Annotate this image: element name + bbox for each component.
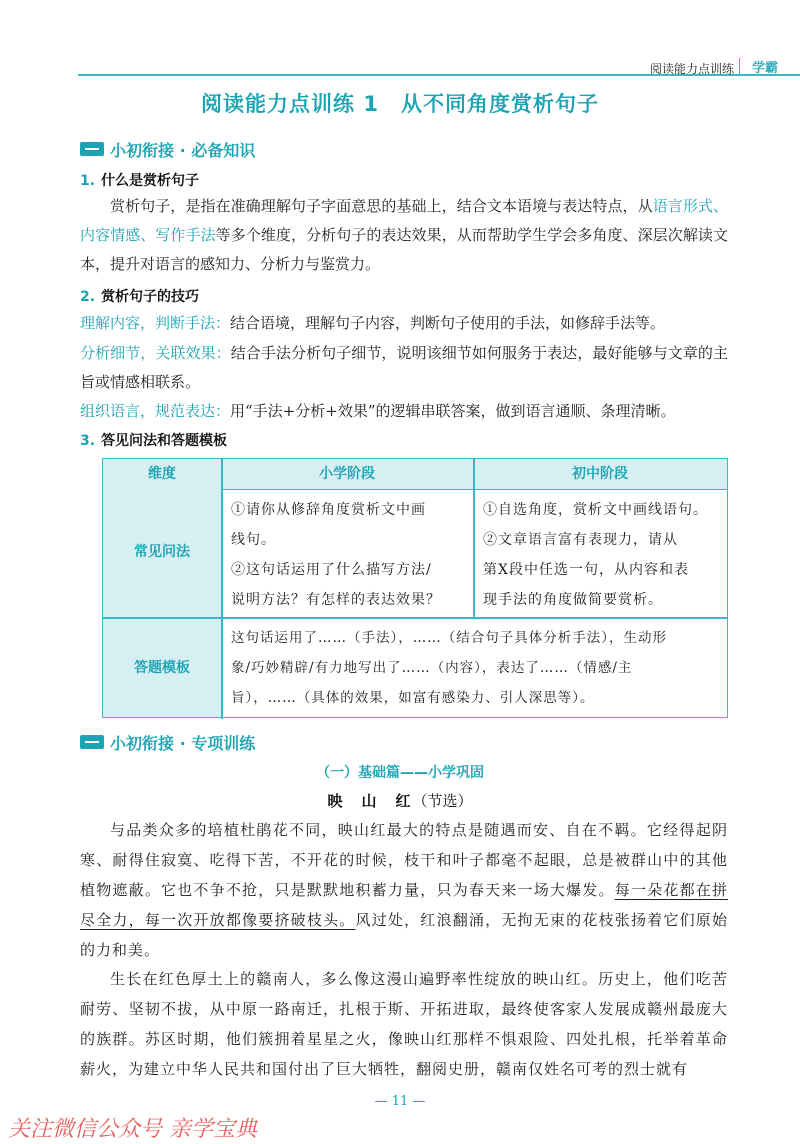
cell-line: 旨），……（具体的效果，如富有感染力、引人深思等）。	[231, 690, 595, 706]
junior-questions-cell	[483, 495, 727, 615]
tip-text: 结合语境，理解句子内容，判断句子使用的手法，如修辞手法等。	[230, 314, 666, 332]
subheading-title: 什么是赏析句子	[101, 173, 200, 189]
section-heading-training	[80, 731, 255, 753]
article-paragraph-1	[80, 815, 728, 965]
tip-text: 用“手法+分析+效果”的逻辑串联答案，做到语言通顺、条理清晰。	[230, 402, 676, 420]
section-marker-icon	[80, 142, 104, 156]
subheading-title: 赏析句子的技巧	[101, 289, 200, 305]
highlight-text: 语言形式、内容情感、写作手法	[80, 197, 728, 244]
tip-text: 结合手法分析句子细节，说明该细节如何服务于表达，最好能够与文章的主旨或情感相联系。	[80, 344, 728, 391]
cell-line: 现手法的角度做简要赏析。	[483, 592, 663, 608]
table-divider	[103, 617, 727, 619]
text-run: 等多个维度，分析句子的表达效果，从而帮助学生学会多角度、深层次解读文本，提升对语言的感知力、分析力与鉴赏力。	[80, 226, 728, 273]
tip-label: 分析细节，关联效果：	[80, 344, 231, 362]
article-paragraph-2: 生长在红色厚土上的赣南人，多么像这漫山遍野率性绽放的映山红。历史上，他们吃苦耐劳、坚韧不拔，从中原一路南迁，扎根于斯、开拓进取，最终使客家人发展成赣州最庞大的族群。苏区时期，他们簇拥着星星之火，像映山红那样不惧艰险、四处扎根，托举着革命薪火，为建立中华人民共和国付出了巨大牺牲，翻阅史册，赣南仅姓名可考的烈士就有	[80, 970, 728, 1078]
section-title: 小初衔接 · 必备知识	[110, 140, 256, 160]
page-number: — 11 —	[374, 1094, 426, 1109]
subheading-3	[80, 430, 227, 450]
table-dimension-column	[103, 489, 221, 717]
row-label-template: 答题模板	[134, 660, 190, 676]
cell-line: ①自选角度，赏析文中画线语句。	[483, 502, 708, 518]
header-separator	[739, 58, 740, 74]
cell-line: ②文章语言富有表现力，请从	[483, 532, 678, 548]
subheading-number: 1.	[80, 173, 96, 189]
subheading-number: 3.	[80, 433, 96, 449]
cell-line: 这句话运用了……（手法），……（结合句子具体分析手法），生动形	[231, 630, 667, 646]
row-label-questions: 常见问法	[134, 544, 190, 560]
tip-item	[80, 309, 728, 338]
text-run: 风过处，红浪翻涌，无拘无束的花枝张扬着它们原始的力和美。	[80, 911, 728, 959]
article-title-text: 映 山 红	[327, 792, 413, 810]
section-heading-knowledge	[80, 138, 255, 160]
text-run: 赏析句子，是指在准确理解句子字面意思的基础上，结合文本语境与表达特点，从	[110, 197, 653, 215]
running-title: 阅读能力点训练	[649, 62, 734, 76]
text-run: 与品类众多的培植杜鹃花不同，映山红最大的特点是随遇而安、自在不羁。它经得起阴寒、耐得住寂寞、吃得下苦，不开花的时候，枝干和叶子都毫不起眼，总是被群山中的其他植物遮蔽。它也不争不抢，只是默默地积蓄力量，只为春天来一场大爆发。	[80, 821, 728, 899]
tip-label: 理解内容，判断手法：	[80, 314, 231, 332]
brand-logo: 学霸	[751, 61, 778, 76]
cell-line: ②这句话运用了什么描写方法/	[231, 562, 432, 578]
cell-line: 线句。	[231, 532, 276, 548]
definition-paragraph	[80, 192, 728, 279]
subheading-title: 答见问法和答题模板	[101, 433, 228, 449]
table-header-junior: 初中阶段	[572, 466, 628, 482]
exercise-subtitle: （一）基础篇——小学巩固	[316, 765, 484, 781]
tip-item	[80, 397, 728, 426]
watermark: 关注微信公众号 亲学宝典	[8, 1117, 257, 1142]
section-title: 小初衔接 · 专项训练	[110, 733, 256, 753]
subheading-number: 2.	[80, 289, 96, 305]
tip-item	[80, 339, 728, 397]
tip-label: 组织语言，规范表达：	[80, 402, 231, 420]
table-header-dimension: 维度	[148, 466, 176, 482]
page-title: 阅读能力点训练 1 从不同角度赏析句子	[201, 92, 599, 116]
cell-line: 第X段中任选一句，从内容和表	[483, 562, 689, 578]
underlined-sentence: 每一朵花都在拼尽全力，每一次开放都像要挤破枝头。	[80, 881, 728, 929]
table-divider	[221, 617, 223, 719]
cell-line: ①请你从修辞角度赏析文中画	[231, 502, 426, 518]
answer-template-table	[102, 458, 728, 718]
article-title	[0, 790, 800, 811]
section-marker-icon	[80, 735, 104, 749]
cell-line: 象/巧妙精辟/有力地写出了……（内容），表达了……（情感/主	[231, 660, 633, 676]
table-header-primary: 小学阶段	[319, 466, 375, 482]
primary-questions-cell	[231, 495, 471, 615]
article-title-note: （节选）	[412, 792, 473, 810]
subheading-1	[80, 170, 199, 190]
answer-template-cell	[231, 623, 723, 713]
cell-line: 说明方法？有怎样的表达效果？	[231, 592, 441, 608]
subheading-2	[80, 286, 199, 306]
